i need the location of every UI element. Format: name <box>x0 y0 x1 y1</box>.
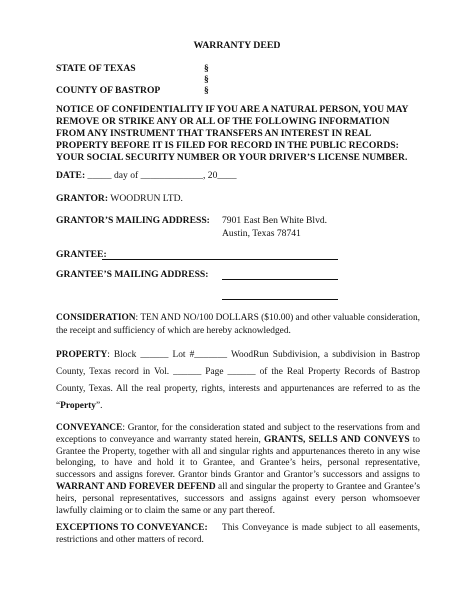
grantor-address-line2: Austin, Texas 78741 <box>222 228 301 239</box>
confidentiality-notice: NOTICE OF CONFIDENTIALITY IF YOU ARE A NATURAL PERSON, YOU MAY REMOVE OR STRIKE ANY OR ALL OF THE FOLLOWING INFORMATION FROM ANY INSTRUMENT THAT TRANSFERS AN INTEREST IN REAL PROPERTY BEFORE IT IS FILED FOR RECORD IN THE PUBLIC RECORDS: YOUR SOCIAL SECURITY NUMBER OR YOUR DRIVER’S LICENSE NUMBER. <box>56 104 409 163</box>
county-label: COUNTY OF BASTROP <box>56 85 161 96</box>
exceptions-label: EXCEPTIONS TO CONVEYANCE: <box>56 522 208 533</box>
conveyance-paragraph <box>56 423 420 517</box>
date-row <box>56 170 237 182</box>
conveyance-text-2: to Grantee the Property, together with all and singular rights and appurtenances thereto in any wise belonging, to have and hold it to Grantee, and Grantee’s heirs, personal representative, successors and assigns forever. Grantor binds Grantor and Grantor’s successors and assigns to <box>56 434 420 481</box>
property-label: PROPERTY <box>56 350 108 360</box>
consideration-label: CONSIDERATION <box>56 313 136 323</box>
date-day-of: day of <box>113 170 139 181</box>
grantee-address-line1 <box>222 279 338 280</box>
property-end: ”. <box>95 401 103 411</box>
property-text: : Block ______ Lot #_______ WoodRun Subdivision, a subdivision in Bastrop County, Texas record in Vol. ______ Page ______ of the Real Property Records of Bastrop County, Texas. All the real property, rights, interests and appurtenances are referred to as the “ <box>56 350 420 411</box>
state-label: STATE OF TEXAS <box>56 63 136 74</box>
grantee-label: GRANTEE: <box>56 249 107 260</box>
grantor-address-line1: 7901 East Ben White Blvd. <box>222 215 328 226</box>
grantee-mailing-label: GRANTEE’S MAILING ADDRESS: <box>56 269 209 280</box>
conveyance-text-1: : Grantor, for the consideration stated and subject to the reservations from and exceptions to conveyance and warranty stated herein, <box>56 423 420 445</box>
grantor-label: GRANTOR: <box>56 193 109 204</box>
property-term: Property <box>60 401 96 411</box>
date-day-blank: _____ <box>87 170 112 181</box>
section-mark-3: § <box>204 85 209 96</box>
grantor-row <box>56 193 183 205</box>
exceptions-text: This Conveyance is made subject to all easements, restrictions and other matters of record. <box>56 523 420 545</box>
grantee-address-line2 <box>222 299 338 300</box>
conveyance-text-3: all and singular the property to Grantee and Grantee’s heirs, personal representatives, successors and assigns against every person whomsoever lawfully claiming or to claim the same or any part thereof. <box>56 481 420 516</box>
section-mark-1: § <box>204 63 209 74</box>
grantor-name: WOODRUN LTD. <box>110 193 183 204</box>
grantor-mailing-label: GRANTOR’S MAILING ADDRESS: <box>56 215 210 226</box>
consideration-paragraph <box>56 312 420 338</box>
conveyance-grants: GRANTS, SELLS AND CONVEYS <box>263 434 410 445</box>
consideration-text: : TEN AND NO/100 DOLLARS ($10.00) and other valuable consideration, the receipt and sufficiency of which are hereby acknowledged. <box>56 313 420 336</box>
document-title: WARRANTY DEED <box>193 40 281 51</box>
property-paragraph <box>56 347 420 415</box>
date-month-blank: _____________, <box>140 170 206 181</box>
date-year-blank: 20____ <box>207 170 237 181</box>
conveyance-label: CONVEYANCE <box>56 423 123 433</box>
section-mark-2: § <box>204 74 209 85</box>
conveyance-warrant: WARRANT AND FOREVER DEFEND <box>56 481 216 492</box>
grantee-line <box>102 259 338 260</box>
date-label: DATE: <box>56 170 86 181</box>
